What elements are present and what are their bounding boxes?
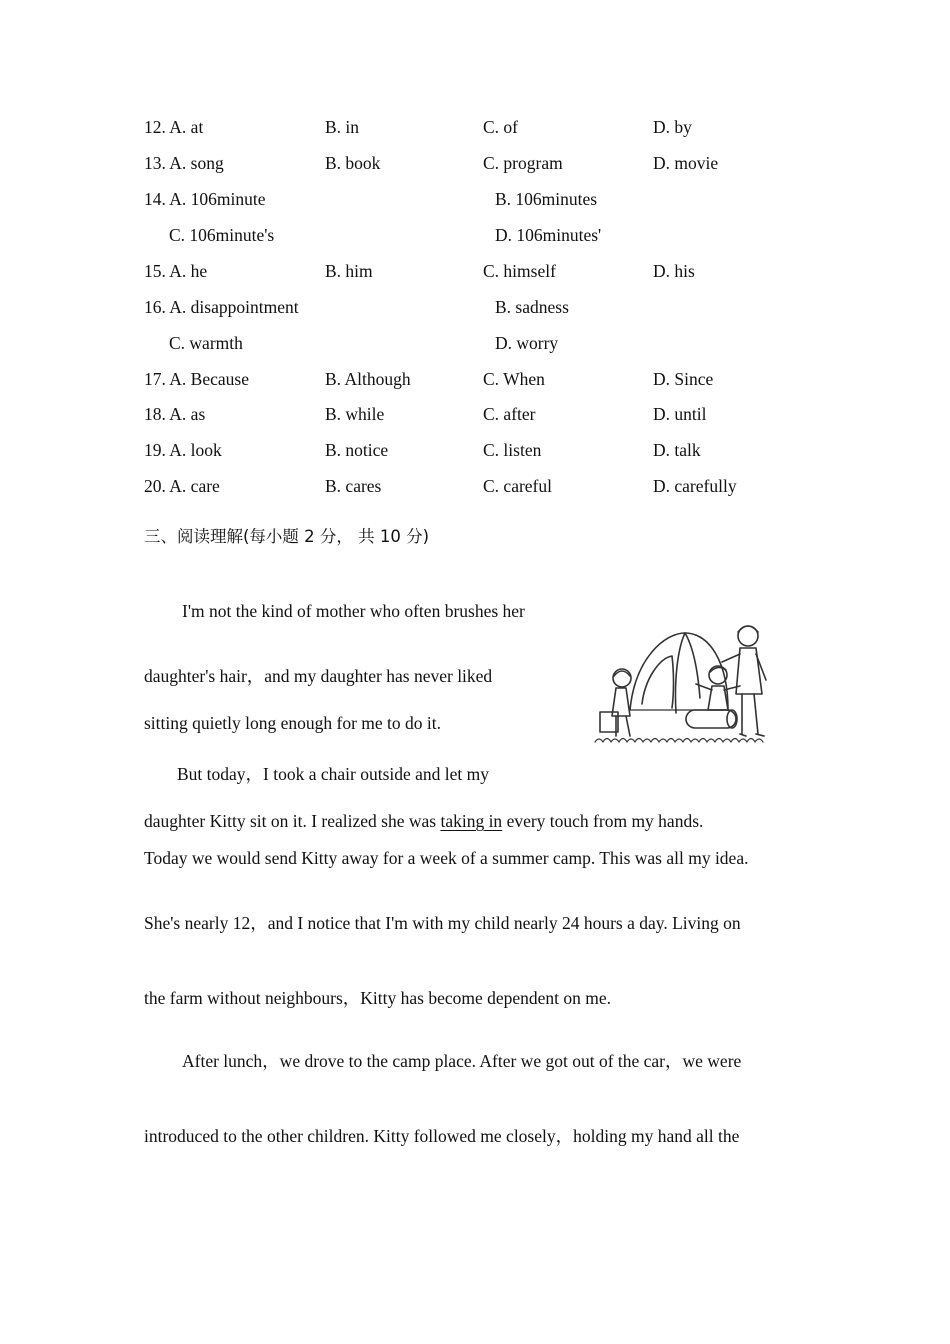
option-a: A. at: [169, 117, 204, 137]
question-number: 17.: [144, 369, 166, 389]
q19-row: [144, 442, 222, 460]
section-heading: 三、阅读理解(每小题 2 分， 共 10 分): [144, 527, 430, 546]
option-d: D. carefully: [653, 476, 737, 496]
option-b: B. book: [325, 153, 381, 173]
option-b: B. cares: [325, 476, 382, 496]
question-number: 12.: [144, 117, 166, 137]
option-a: A. as: [169, 404, 206, 424]
option-b: B. while: [325, 404, 385, 424]
option-c: C. When: [483, 369, 545, 389]
q13-row: [144, 155, 224, 173]
q16-row: [144, 299, 299, 317]
option-c: C. careful: [483, 476, 552, 496]
passage-text: every touch from my hands.: [502, 811, 704, 831]
q17-row: [144, 371, 249, 389]
question-number: 19.: [144, 440, 166, 460]
passage-line: She's nearly 12，and I notice that I'm with my child nearly 24 hours a day. Living on: [144, 913, 741, 933]
underlined-phrase: taking in: [440, 811, 503, 831]
question-number: 15.: [144, 261, 166, 281]
option-a: A. he: [169, 261, 208, 281]
option-a: A. care: [169, 476, 220, 496]
option-a: A. 106minute: [169, 189, 266, 209]
option-a: A. song: [169, 153, 224, 173]
q12-row: [144, 119, 203, 137]
question-number: 16.: [144, 297, 166, 317]
option-d: D. by: [653, 117, 692, 137]
option-a: A. Because: [169, 369, 249, 389]
option-d: D. talk: [653, 440, 701, 460]
option-d: D. Since: [653, 369, 714, 389]
passage-line: the farm without neighbours，Kitty has become dependent on me.: [144, 988, 612, 1008]
option-b: B. him: [325, 261, 373, 281]
option-c: C. of: [483, 117, 518, 137]
option-c: C. after: [483, 404, 536, 424]
question-number: 14.: [144, 189, 166, 209]
question-number: 18.: [144, 404, 166, 424]
passage-line: sitting quietly long enough for me to do it.: [144, 713, 441, 733]
option-b: B. notice: [325, 440, 389, 460]
option-c: C. himself: [483, 261, 556, 281]
option-a: A. look: [169, 440, 222, 460]
q18-row: [144, 406, 205, 424]
option-c: C. program: [483, 153, 563, 173]
option-b: B. Although: [325, 369, 411, 389]
option-d: D. until: [653, 404, 707, 424]
option-d: D. 106minutes': [495, 225, 602, 245]
option-a: A. disappointment: [169, 297, 299, 317]
option-d: D. movie: [653, 153, 719, 173]
option-c: C. 106minute's: [169, 225, 275, 245]
option-d: D. his: [653, 261, 695, 281]
passage-line: Today we would send Kitty away for a week of a summer camp. This was all my idea.: [144, 848, 749, 868]
passage-line: daughter's hair，and my daughter has never liked: [144, 666, 493, 686]
option-b: B. sadness: [495, 297, 569, 317]
passage-text: daughter Kitty sit on it. I realized she was: [144, 811, 441, 831]
passage-line: But today，I took a chair outside and let my: [177, 764, 490, 784]
passage-line: introduced to the other children. Kitty followed me closely，holding my hand all the: [144, 1126, 740, 1146]
option-b: B. 106minutes: [495, 189, 598, 209]
q20-row: [144, 478, 220, 496]
option-d: D. worry: [495, 333, 559, 353]
question-number: 20.: [144, 476, 166, 496]
question-number: 13.: [144, 153, 166, 173]
option-c: C. listen: [483, 440, 542, 460]
passage-line: After lunch，we drove to the camp place. After we got out of the car，we were: [182, 1051, 742, 1071]
q15-row: [144, 263, 207, 281]
passage-line: I'm not the kind of mother who often brushes her: [182, 601, 525, 621]
camping-family-illustration: [590, 618, 780, 754]
passage-line: [144, 813, 703, 831]
option-b: B. in: [325, 117, 360, 137]
option-c: C. warmth: [169, 333, 243, 353]
q14-row: [144, 191, 266, 209]
